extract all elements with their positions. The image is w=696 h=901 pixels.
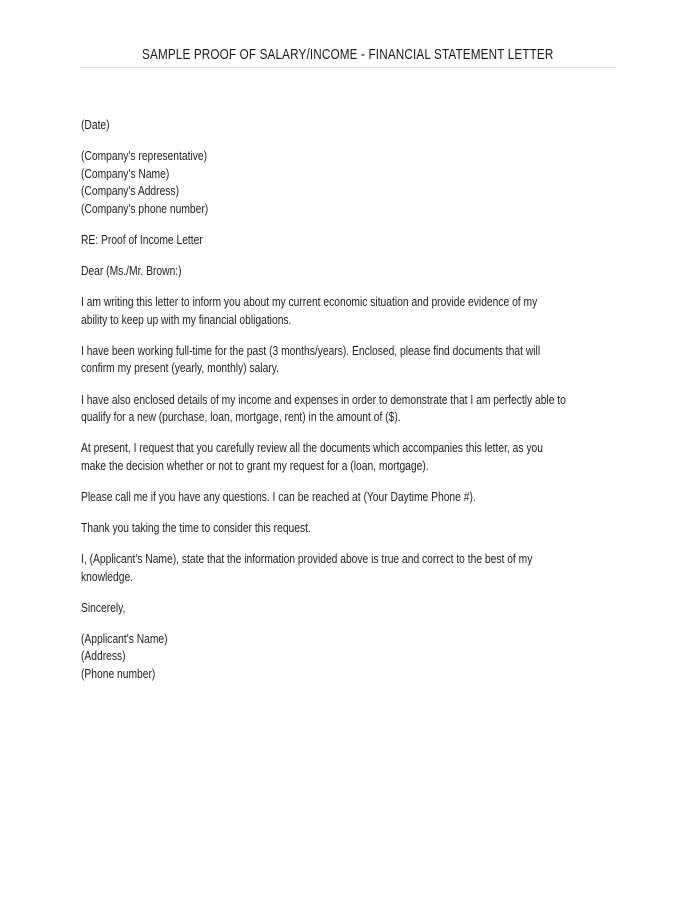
salutation (81, 262, 611, 280)
paragraph-line: Please call me if you have any questions. I can be reached at (Your Daytime Phone #). (81, 488, 476, 504)
paragraph-line: At present, I request that you carefully review all the documents which accompanies this letter, as you (81, 440, 543, 456)
closing-text: Sincerely, (81, 599, 126, 615)
paragraph-economic-situation (81, 293, 611, 328)
paragraph-line: Thank you taking the time to consider this request. (81, 520, 311, 535)
paragraph-line: confirm my present (yearly, monthly) salary. (81, 360, 279, 376)
paragraph-contact (81, 488, 611, 506)
paragraph-line: ability to keep up with my financial obligations. (81, 311, 292, 327)
subject-text: RE: Proof of Income Letter (81, 231, 203, 247)
paragraph-line: I have been working full-time for the past (3 months/years). Enclosed, please find documents that will (81, 342, 541, 358)
subject-line (81, 231, 611, 249)
paragraph-income-details (81, 391, 611, 426)
recipient-representative: (Company's representative) (81, 148, 208, 164)
paragraph-line: I am writing this letter to inform you about my current economic situation and provide evidence of my (81, 294, 538, 310)
recipient-phone: (Company's phone number) (81, 200, 209, 216)
paragraph-thanks (81, 519, 611, 537)
date-placeholder: (Date) (81, 117, 110, 132)
signature-phone: (Phone number) (81, 666, 156, 682)
paragraph-line: qualify for a new (purchase, loan, mortgage, rent) in the amount of ($). (81, 409, 401, 425)
document-title-text: SAMPLE PROOF OF SALARY/INCOME - FINANCIAL STATEMENT LETTER (142, 46, 554, 63)
date-block (81, 116, 611, 134)
paragraph-line: I, (Applicant's Name), state that the information provided above is true and correct to the best of my (81, 551, 533, 567)
recipient-company-name: (Company's Name) (81, 165, 170, 181)
paragraph-line: knowledge. (81, 568, 134, 584)
paragraph-employment (81, 342, 611, 377)
paragraph-line: make the decision whether or not to grant my request for a (loan, mortgage). (81, 457, 429, 473)
signature-address: (Address) (81, 648, 126, 664)
title-divider (80, 67, 616, 68)
paragraph-attestation (81, 550, 611, 585)
recipient-block (81, 147, 611, 217)
signature-name: (Applicant's Name) (81, 630, 168, 646)
letter-body (81, 116, 611, 696)
paragraph-review-request (81, 439, 611, 474)
paragraph-line: I have also enclosed details of my income and expenses in order to demonstrate that I am perfectly able to (81, 391, 566, 407)
closing (81, 599, 611, 617)
salutation-text: Dear (Ms./Mr. Brown:) (81, 263, 182, 279)
recipient-address: (Company's Address) (81, 183, 180, 199)
document-title (80, 46, 616, 64)
signature-block (81, 630, 611, 683)
